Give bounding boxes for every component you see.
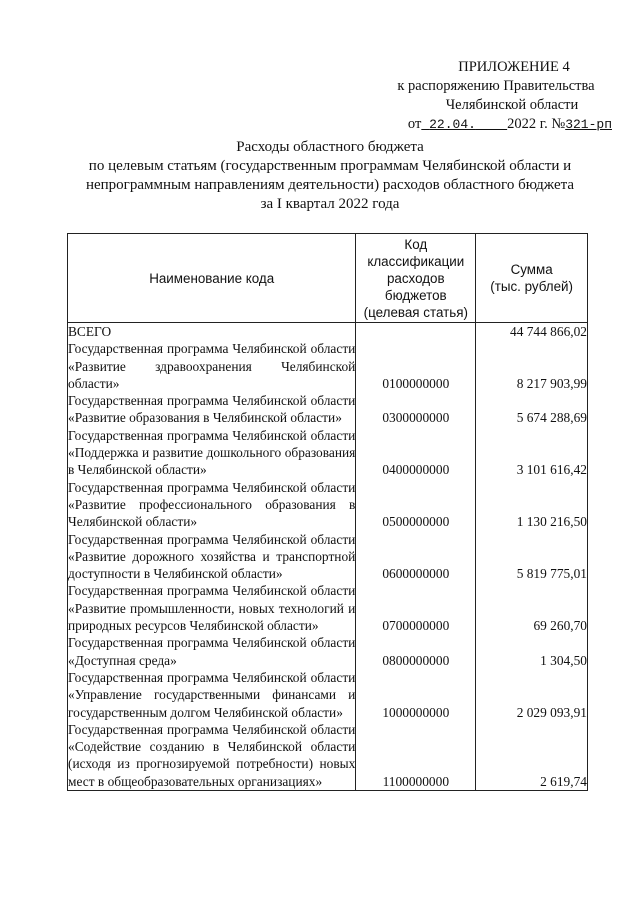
heading-line-3: непрограммным направлениям деятельности) расходов областного бюджета <box>85 177 575 193</box>
row-name: Государственная программа Челябинской области «Доступная среда» <box>68 635 356 668</box>
appendix-region: Челябинской области <box>445 97 579 113</box>
header-name: Наименование кода <box>68 234 356 323</box>
row-name: Государственная программа Челябинской области «Развитие образования в Челябинской области» <box>68 393 356 426</box>
row-code: 0600000000 <box>356 531 476 583</box>
date-value: 22.04. <box>429 117 476 132</box>
table-row <box>68 427 588 479</box>
document-heading <box>60 138 600 214</box>
row-name: Государственная программа Челябинской области «Развитие здравоохранения Челябинской области» <box>68 341 356 391</box>
heading-line-4: за I квартал 2022 года <box>260 196 400 212</box>
table-row <box>68 582 588 634</box>
row-code: 0700000000 <box>356 582 476 634</box>
row-sum: 3 101 616,42 <box>476 427 588 479</box>
appendix-title: ПРИЛОЖЕНИЕ 4 <box>458 59 570 75</box>
row-code: 0800000000 <box>356 634 476 669</box>
row-code: 1000000000 <box>356 669 476 721</box>
budget-table <box>67 233 588 791</box>
row-code: 0100000000 <box>356 340 476 392</box>
row-name: Государственная программа Челябинской области «Развитие дорожного хозяйства и транспортной доступности в Челябинской области» <box>68 531 356 582</box>
row-name: Государственная программа Челябинской области «Развитие промышленности, новых технологий и природных ресурсов Челябинской области» <box>68 583 356 634</box>
table-row <box>68 323 588 341</box>
row-sum: 69 260,70 <box>476 582 588 634</box>
row-code: 1100000000 <box>356 721 476 791</box>
row-name: Государственная программа Челябинской области «Содействие созданию в Челябинской области (исходя из прогнозируемой потребности) новых мест в общеобразовательных организациях» <box>68 721 356 789</box>
table-row <box>68 634 588 669</box>
row-code: 0500000000 <box>356 479 476 531</box>
row-code <box>356 323 476 341</box>
table-row <box>68 531 588 583</box>
row-sum: 8 217 903,99 <box>476 340 588 392</box>
row-sum: 2 619,74 <box>476 721 588 791</box>
header-code: Код классификации расходов бюджетов (целевая статья) <box>356 234 476 323</box>
row-name: Государственная программа Челябинской области «Поддержка и развитие дошкольного образования в Челябинской области» <box>68 427 356 478</box>
order-number: 321-рп <box>565 117 612 132</box>
row-sum: 5 819 775,01 <box>476 531 588 583</box>
date-prefix: от <box>407 116 422 132</box>
row-code: 0300000000 <box>356 392 476 427</box>
table-row <box>68 392 588 427</box>
date-suffix: 2022 г. № <box>507 116 566 132</box>
appendix-block <box>380 58 612 134</box>
table-row <box>68 479 588 531</box>
table-row <box>68 721 588 791</box>
heading-line-2: по целевым статьям (государственным программам Челябинской области и <box>88 158 572 174</box>
row-name: Государственная программа Челябинской области «Управление государственными финансами и государственным долгом Челябинской области» <box>68 669 356 720</box>
row-sum: 1 130 216,50 <box>476 479 588 531</box>
appendix-order-ref: к распоряжению Правительства <box>397 78 595 94</box>
row-sum: 5 674 288,69 <box>476 392 588 427</box>
appendix-date-line <box>380 115 612 134</box>
heading-line-1: Расходы областного бюджета <box>236 139 424 155</box>
row-sum: 1 304,50 <box>476 634 588 669</box>
row-name: Государственная программа Челябинской области «Развитие профессионального образования в Челябинской области» <box>68 479 356 530</box>
row-sum: 44 744 866,02 <box>476 323 588 341</box>
header-sum: Сумма (тыс. рублей) <box>476 234 588 323</box>
table-header-row <box>68 234 588 323</box>
row-sum: 2 029 093,91 <box>476 669 588 721</box>
table-row <box>68 340 588 392</box>
row-name: ВСЕГО <box>68 323 356 341</box>
table-row <box>68 669 588 721</box>
row-code: 0400000000 <box>356 427 476 479</box>
